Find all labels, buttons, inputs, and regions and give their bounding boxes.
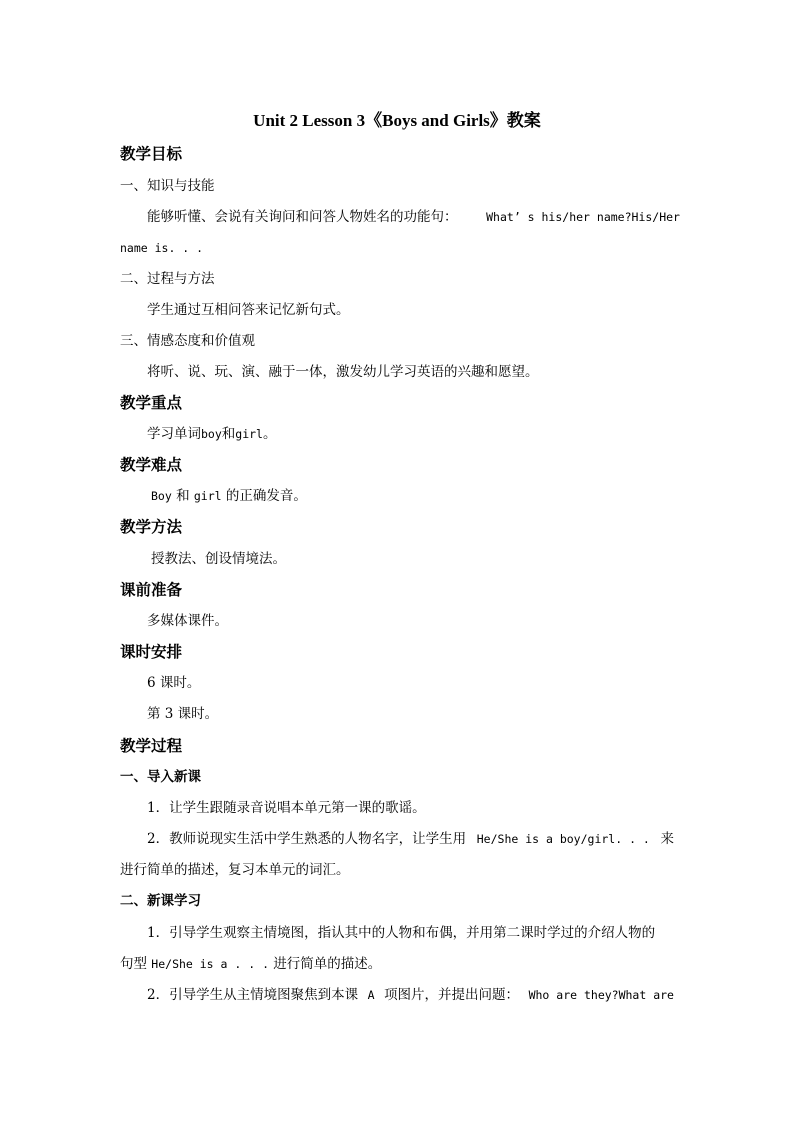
diff-text-a: Boy	[151, 489, 172, 503]
schedule-text-1: 6 课时。	[147, 675, 201, 691]
goals-heading: 教学目标	[120, 144, 183, 163]
process-new-item-2-line1	[147, 985, 674, 1005]
goal3-heading: 三、情感态度和价值观	[120, 333, 255, 349]
goal2-text: 学生通过互相问答来记忆新句式。	[147, 302, 350, 318]
key-text-b: boy	[201, 427, 222, 441]
p2-item1-c: He/She is a . . .	[151, 957, 269, 971]
goal1-text-line2: name is. . .	[120, 241, 204, 255]
process-intro-heading: 一、导入新课	[120, 769, 201, 785]
process-intro-item-2-line1	[147, 829, 674, 849]
key-points-text	[147, 424, 707, 444]
diff-text-b: 和	[176, 488, 190, 504]
preparation-text: 多媒体课件。	[147, 613, 228, 629]
key-text-d: girl	[235, 427, 263, 441]
goal1-text-a: 能够听懂、会说有关询问和问答人物姓名的功能句：	[147, 209, 458, 225]
document-title: Unit 2 Lesson 3《Boys and Girls》教案	[253, 111, 541, 130]
p2-item1-d: 进行简单的描述。	[273, 956, 382, 972]
schedule-text-2: 第 3 课时。	[147, 706, 219, 722]
diff-text-c: girl	[193, 489, 222, 503]
method-text: 授教法、创设情境法。	[151, 551, 286, 567]
p2-item2-b: A	[367, 988, 375, 1002]
p1-item2-c: 来	[660, 831, 674, 847]
key-text-e: 。	[262, 426, 277, 442]
p2-item1-b: 句型	[120, 956, 147, 972]
p1-item2-b: He/She is a boy/girl. . .	[476, 832, 650, 846]
diff-text-d: 的正确发音。	[225, 488, 307, 504]
key-points-heading: 教学重点	[120, 393, 183, 412]
p2-item2-a: 2．引导学生从主情境图聚焦到本课	[147, 987, 359, 1003]
process-new-item-1-line1: 1．引导学生观察主情境图，指认其中的人物和布偶，并用第二课时学过的介绍人物的	[147, 925, 656, 941]
difficulty-heading: 教学难点	[120, 455, 183, 474]
goal2-heading: 二、过程与方法	[120, 271, 215, 287]
preparation-heading: 课前准备	[120, 580, 183, 599]
process-intro-item-2-line2: 进行简单的描述，复习本单元的词汇。	[120, 862, 350, 878]
p2-item2-d: Who are they?What are	[528, 988, 674, 1002]
process-new-heading: 二、新课学习	[120, 893, 201, 909]
goal1-text-b: What’ s his/her name?His/Her	[486, 210, 680, 224]
goal1-text-line1	[147, 207, 680, 227]
schedule-heading: 课时安排	[120, 642, 183, 661]
key-text-c: 和	[221, 426, 236, 442]
process-heading: 教学过程	[120, 736, 183, 755]
method-heading: 教学方法	[120, 517, 183, 536]
goal3-text: 将听、说、玩、演、融于一体，激发幼儿学习英语的兴趣和愿望。	[147, 364, 539, 380]
p1-item2-a: 2．教师说现实生活中学生熟悉的人物名字，让学生用	[147, 831, 467, 847]
process-intro-item-1: 1．让学生跟随录音说唱本单元第一课的歌谣。	[147, 800, 426, 816]
process-new-item-1-line2	[120, 954, 680, 974]
p2-item2-c: 项图片，并提出问题：	[384, 987, 520, 1003]
difficulty-text	[151, 486, 711, 506]
key-text-a: 学习单词	[147, 426, 201, 442]
goal1-heading: 一、知识与技能	[120, 178, 215, 194]
